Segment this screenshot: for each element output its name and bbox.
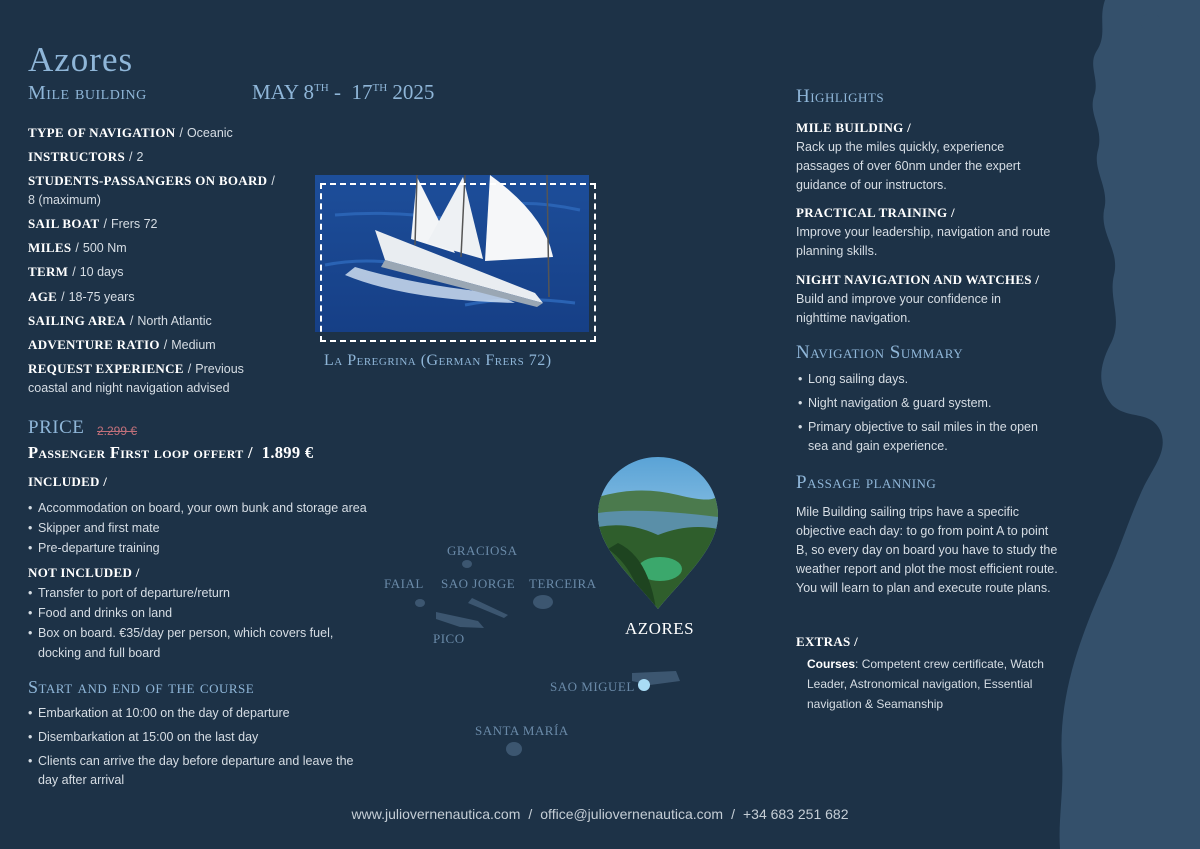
spec-key: AGE bbox=[28, 289, 58, 304]
list-item: • Clients can arrive the day before departure and leave the day after arrival bbox=[28, 752, 358, 790]
sailboat-photo bbox=[315, 175, 589, 332]
list-item: • Disembarkation at 15:00 on the last day bbox=[28, 728, 358, 747]
iberian-coast-landmass bbox=[1060, 0, 1200, 849]
page-title: Azores bbox=[28, 40, 134, 79]
island-sao-jorge bbox=[468, 598, 508, 618]
island-label-santa-maria: SANTA MARÍA bbox=[475, 723, 569, 738]
highlight-key: MILE BUILDING / bbox=[796, 120, 912, 135]
spec-value: Previous coastal and night navigation advised bbox=[28, 362, 244, 395]
spec-row: REQUEST EXPERIENCE / Previous coastal and night navigation advised bbox=[28, 361, 244, 395]
spec-value: North Atlantic bbox=[137, 314, 212, 328]
spec-value: Frers 72 bbox=[110, 217, 158, 231]
spec-value: 8 (maximum) bbox=[28, 193, 101, 207]
highlight-key: PRACTICAL TRAINING / bbox=[796, 205, 955, 220]
island-label-graciosa: GRACIOSA bbox=[447, 543, 518, 558]
spec-value: Medium bbox=[171, 338, 216, 352]
spec-row: MILES / 500 Nm bbox=[28, 240, 127, 255]
spec-value: 18-75 years bbox=[68, 290, 135, 304]
list-item: • Night navigation & guard system. bbox=[796, 394, 1058, 413]
spec-row: SAILING AREA / North Atlantic bbox=[28, 313, 212, 328]
spec-row: INSTRUCTORS / 2 bbox=[28, 149, 144, 164]
course-dates bbox=[252, 80, 434, 105]
spec-row: TYPE OF NAVIGATION / Oceanic bbox=[28, 125, 233, 140]
email-link[interactable]: office@juliovernenautica.com bbox=[540, 806, 724, 822]
offer-price: Passenger First loop offert / 1.899 € bbox=[28, 443, 314, 462]
sao-miguel-marker bbox=[638, 679, 650, 691]
list-item: • Transfer to port of departure/return bbox=[28, 583, 348, 603]
spec-key: TERM bbox=[28, 264, 69, 279]
page-subtitle: Mile building bbox=[28, 82, 147, 104]
list-item: • Long sailing days. bbox=[796, 370, 1058, 389]
spec-key: REQUEST EXPERIENCE bbox=[28, 361, 184, 376]
end-day: 17 bbox=[351, 80, 373, 104]
not-included-list bbox=[28, 583, 348, 663]
highlight-text: Improve your leadership, navigation and route planning skills. bbox=[796, 225, 1051, 258]
island-label-sao-miguel: SAO MIGUEL bbox=[550, 679, 635, 694]
not-included-heading: NOT INCLUDED / bbox=[28, 565, 140, 580]
azores-pin-label: AZORES bbox=[625, 619, 695, 638]
nav-summary-list bbox=[796, 370, 1058, 461]
spec-key: TYPE OF NAVIGATION bbox=[28, 125, 176, 140]
highlight-key: NIGHT NAVIGATION AND WATCHES / bbox=[796, 272, 1040, 287]
extras-text bbox=[807, 654, 1057, 714]
list-item: • Box on board. €35/day per person, which covers fuel, docking and full board bbox=[28, 623, 348, 663]
highlight-text: Rack up the miles quickly, experience passages of over 60nm under the expert guidance of our instructors. bbox=[796, 140, 1021, 192]
start-end-heading: Start and end of the course bbox=[28, 677, 255, 697]
passage-planning-text: Mile Building sailing trips have a specific objective each day: to go from point A to point B, so every day on board you have to study the weather report and plot the most efficient route. You will learn to plan and execute route plans. bbox=[796, 505, 1058, 595]
year: 2025 bbox=[387, 80, 435, 104]
offer-value: 1.899 € bbox=[261, 443, 314, 462]
spec-value: 2 bbox=[136, 150, 144, 164]
spec-key: ADVENTURE RATIO bbox=[28, 337, 160, 352]
spec-row: ADVENTURE RATIO / Medium bbox=[28, 337, 216, 352]
spec-row: SAIL BOAT / Frers 72 bbox=[28, 216, 158, 231]
island-label-terceira: TERCEIRA bbox=[529, 576, 597, 591]
location-pin-icon bbox=[598, 457, 718, 609]
passage-planning-heading: Passage planning bbox=[796, 472, 937, 493]
contact-footer: www.juliovernenautica.com / office@juliovernenautica.com / +34 683 251 682 bbox=[351, 806, 849, 822]
phone-number[interactable]: +34 683 251 682 bbox=[742, 806, 849, 822]
start-day-suffix: TH bbox=[314, 82, 329, 94]
spec-value: 10 days bbox=[79, 265, 124, 279]
list-item: • Accommodation on board, your own bunk and storage area bbox=[28, 498, 367, 518]
start-day: MAY 8 bbox=[252, 80, 315, 104]
start-end-list bbox=[28, 704, 358, 790]
island-pico bbox=[436, 612, 484, 628]
nav-summary-heading: Navigation Summary bbox=[796, 342, 964, 363]
island-santa-maria bbox=[506, 742, 522, 756]
website-link[interactable]: www.juliovernenautica.com bbox=[351, 806, 521, 822]
highlights-heading: Highlights bbox=[796, 86, 885, 107]
spec-value: Oceanic bbox=[186, 126, 233, 140]
spec-row: AGE / 18-75 years bbox=[28, 289, 135, 304]
spec-key: SAILING AREA bbox=[28, 313, 126, 328]
list-item: • Food and drinks on land bbox=[28, 603, 348, 623]
highlight-text: Build and improve your confidence in nighttime navigation. bbox=[796, 292, 1001, 325]
list-item: • Primary objective to sail miles in the open sea and gain experience. bbox=[796, 418, 1058, 456]
spec-key: INSTRUCTORS bbox=[28, 149, 125, 164]
spec-key: SAIL BOAT bbox=[28, 216, 100, 231]
courses-text: : Competent crew certificate, Watch Leader, Astronomical navigation, Essential navigation & Seamanship bbox=[807, 657, 1044, 711]
spec-value: 500 Nm bbox=[82, 241, 127, 255]
list-item: • Pre-departure training bbox=[28, 538, 367, 558]
old-price: 2.299 € bbox=[97, 424, 138, 438]
extras-heading: EXTRAS / bbox=[796, 634, 859, 649]
photo-caption: La Peregrina (German Frers 72) bbox=[324, 352, 552, 369]
spec-row: STUDENTS-PASSANGERS ON BOARD / 8 (maximum) bbox=[28, 173, 275, 207]
included-heading: INCLUDED / bbox=[28, 474, 108, 489]
island-terceira bbox=[533, 595, 553, 609]
list-item: • Skipper and first mate bbox=[28, 518, 367, 538]
spec-row: TERM / 10 days bbox=[28, 264, 124, 279]
island-label-sao-jorge: SAO JORGE bbox=[441, 576, 516, 591]
island-label-faial: FAIAL bbox=[384, 576, 424, 591]
spec-key: STUDENTS-PASSANGERS ON BOARD bbox=[28, 173, 268, 188]
courses-label: Courses bbox=[807, 657, 856, 671]
date-separator: - bbox=[328, 80, 352, 104]
end-day-suffix: TH bbox=[372, 82, 388, 94]
price-heading: PRICE bbox=[28, 417, 85, 438]
island-faial bbox=[415, 599, 425, 607]
spec-key: MILES bbox=[28, 240, 72, 255]
included-list bbox=[28, 498, 367, 558]
island-graciosa bbox=[462, 560, 472, 568]
list-item: • Embarkation at 10:00 on the day of departure bbox=[28, 704, 358, 723]
island-label-pico: PICO bbox=[433, 631, 465, 646]
offer-label: Passenger First loop offert bbox=[28, 443, 244, 462]
